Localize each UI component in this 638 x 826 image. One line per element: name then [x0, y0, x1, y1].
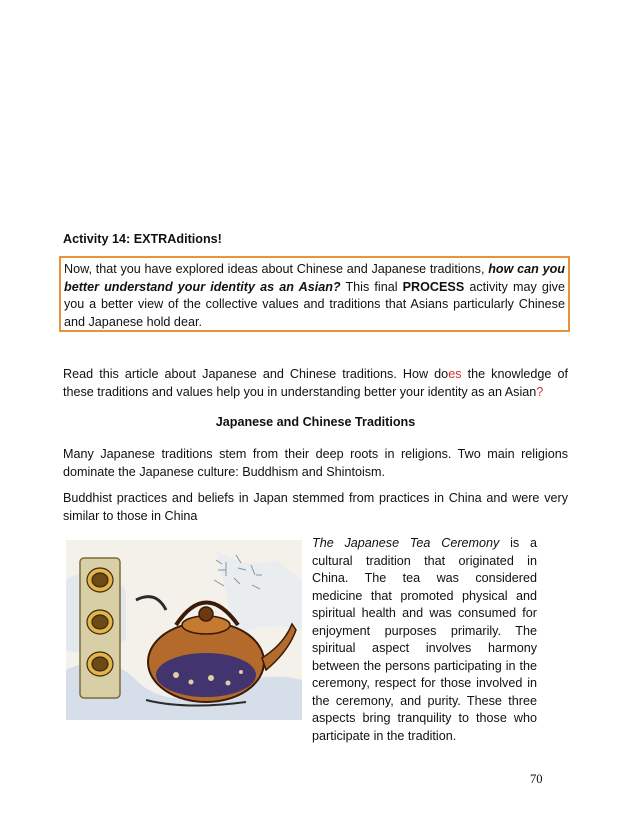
tea-cup-1	[87, 568, 113, 592]
reading-prompt-text-1: Read this article about Japanese and Chinese traditions. How do	[63, 367, 449, 381]
intro-paragraph	[64, 261, 565, 331]
article-paragraph-1: Many Japanese traditions stem from their deep roots in religions. Two main religions dominate the Japanese culture: Buddhism and Shintoism.	[63, 447, 568, 479]
intro-box	[59, 256, 570, 332]
tea-ceremony-text: is a cultural tradition that originated in China. The tea was considered medicine that promoted physical and spiritual health and was consumed for enjoyment purposes primarily. The spiritual aspect involves harmony between the persons participating in the ceremony, respect for those involved in the ceremony, and purity. These three aspects bring tranquility to those who participate in the tradition.	[312, 536, 537, 743]
tea-ceremony-title: The Japanese Tea Ceremony	[312, 536, 500, 550]
reading-prompt-red-2: ?	[536, 384, 544, 399]
reading-prompt	[63, 366, 568, 401]
intro-text-2: This final	[340, 279, 403, 294]
intro-text-1: Now, that you have explored ideas about Chinese and Japanese traditions,	[64, 262, 489, 276]
page-number: 70	[530, 772, 543, 786]
tea-ceremony-paragraph	[312, 535, 537, 745]
activity-title: Activity 14: EXTRAditions!	[63, 232, 222, 246]
teapot-painting-illustration	[66, 540, 302, 720]
article-title: Japanese and Chinese Traditions	[215, 415, 416, 429]
tea-ceremony-painting	[66, 540, 302, 720]
article-paragraph-2: Buddhist practices and beliefs in Japan stemmed from practices in China and were very similar to those in China	[63, 491, 568, 523]
intro-process: PROCESS	[402, 279, 465, 294]
intro-text-3: activity may give you a better view of the collective values and traditions that Asians particularly Chinese and Japanese hold dear.	[64, 279, 565, 329]
reading-prompt-text-2: the knowledge of these traditions and values help you in understanding better your identity as an Asian	[63, 367, 568, 399]
intro-question: how can you better understand your identity as an Asian?	[64, 262, 565, 294]
reading-prompt-red-1: es	[448, 367, 462, 381]
